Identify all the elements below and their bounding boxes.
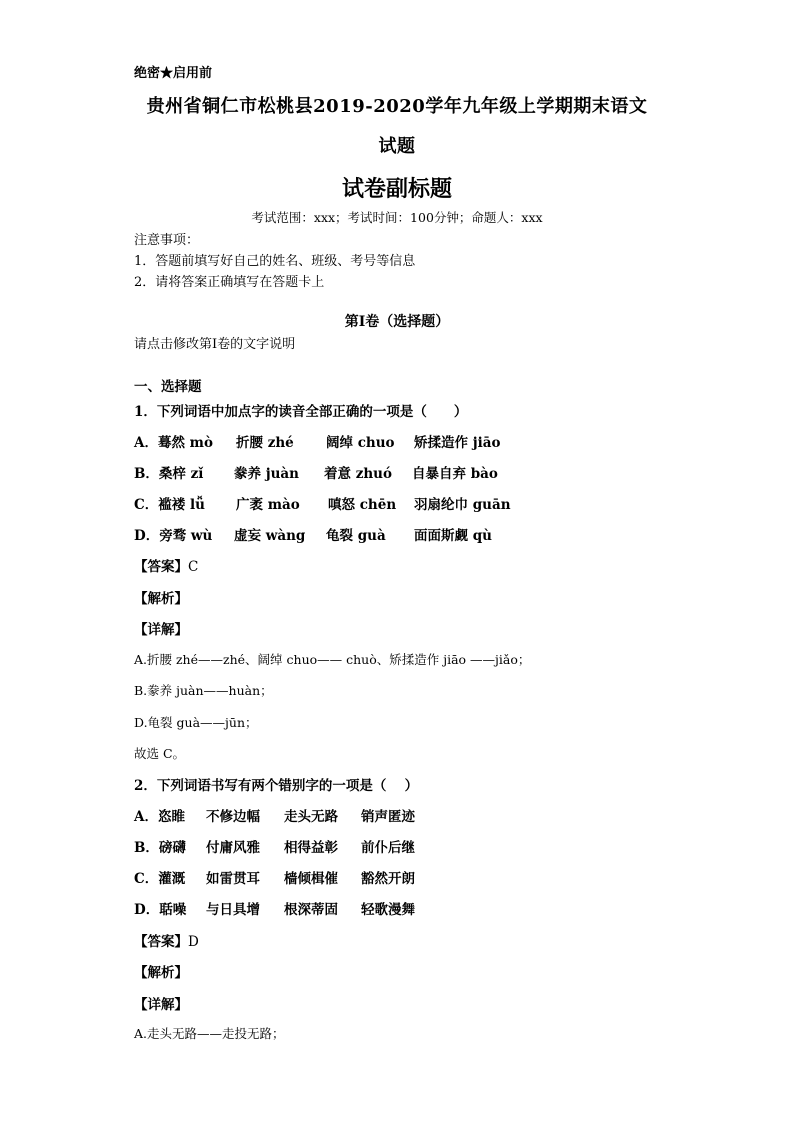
option-cell: 折腰 zhé bbox=[236, 435, 294, 451]
explanation-line: A.折腰 zhé——zhé、阔绰 chuo—— chuò、矫揉造作 jiāo ——jiǎo； bbox=[134, 652, 531, 667]
part-note: 请点击修改第I卷的文字说明 bbox=[134, 337, 296, 352]
answer-line bbox=[134, 930, 199, 950]
option-cell: 走头无路 bbox=[284, 809, 338, 825]
option-cell: 与日具增 bbox=[206, 902, 260, 918]
option-cell: 根深蒂固 bbox=[284, 902, 338, 918]
option-cell: 广袤 mào bbox=[236, 497, 300, 513]
answer-label: 【答案】 bbox=[134, 559, 188, 575]
answer-value: C bbox=[188, 559, 199, 575]
option-cell: 嗔怒 chēn bbox=[328, 497, 397, 513]
option-cell: 阔绰 chuo bbox=[326, 435, 395, 451]
option-cell: 龟裂 guà bbox=[326, 528, 386, 544]
explanation-line: B.豢养 juàn——huàn； bbox=[134, 683, 273, 698]
option-cell: 不修边幅 bbox=[206, 809, 260, 825]
answer-label: 【答案】 bbox=[134, 934, 188, 950]
option-cell: 羽扇纶巾 guān bbox=[414, 497, 511, 513]
option-cell: 面面斯觑 qù bbox=[414, 528, 492, 544]
analysis-label: 【解析】 bbox=[134, 965, 188, 981]
option-cell: 豁然开朗 bbox=[361, 871, 415, 887]
option-cell: 矫揉造作 jiāo bbox=[414, 435, 501, 451]
option-cell: C．褴褛 lǚ bbox=[134, 497, 205, 513]
option-cell: 轻歌漫舞 bbox=[361, 902, 415, 918]
notes-item: 1．答题前填写好自己的姓名、班级、考号等信息 bbox=[134, 254, 416, 269]
option-cell: 虚妄 wàng bbox=[234, 528, 306, 544]
analysis-label: 【解析】 bbox=[134, 591, 188, 607]
document-title-continued: 试题 bbox=[378, 136, 416, 157]
option-cell: D．聒噪 bbox=[134, 902, 187, 918]
exam-info: 考试范围：xxx；考试时间：100分钟；命题人：xxx bbox=[251, 210, 543, 225]
option-cell: 付庸风雅 bbox=[206, 840, 260, 856]
explanation-line: A.走头无路——走投无路； bbox=[134, 1026, 285, 1041]
part-title: 第I卷（选择题） bbox=[344, 314, 450, 330]
detail-label: 【详解】 bbox=[134, 622, 188, 638]
confidential-mark: 绝密★启用前 bbox=[134, 66, 213, 81]
option-cell: 豢养 juàn bbox=[234, 466, 299, 482]
option-cell: 如雷贯耳 bbox=[206, 871, 260, 887]
option-cell: D．旁骛 wù bbox=[134, 528, 213, 544]
question-1-stem: 1．下列词语中加点字的读音全部正确的一项是（ ） bbox=[134, 404, 468, 420]
option-cell: 相得益彰 bbox=[284, 840, 338, 856]
option-cell: A．恣睢 bbox=[134, 809, 185, 825]
explanation-line: 故选 C。 bbox=[134, 746, 186, 761]
answer-line bbox=[134, 555, 198, 575]
option-cell: 前仆后继 bbox=[361, 840, 415, 856]
option-cell: 樯倾楫催 bbox=[284, 871, 338, 887]
option-cell: A．蓦然 mò bbox=[134, 435, 213, 451]
question-2-stem: 2．下列词语书写有两个错别字的一项是（ ） bbox=[134, 778, 419, 794]
section-heading: 一、选择题 bbox=[134, 379, 202, 395]
notes-heading: 注意事项： bbox=[134, 233, 200, 248]
option-cell: 销声匿迹 bbox=[361, 809, 415, 825]
option-cell: C．灌溉 bbox=[134, 871, 186, 887]
option-cell: B．桑梓 zǐ bbox=[134, 466, 204, 482]
detail-label: 【详解】 bbox=[134, 997, 188, 1013]
notes-item: 2．请将答案正确填写在答题卡上 bbox=[134, 275, 325, 290]
option-cell: B．磅礴 bbox=[134, 840, 186, 856]
document-subtitle: 试卷副标题 bbox=[341, 176, 452, 202]
option-cell: 着意 zhuó bbox=[324, 466, 393, 482]
explanation-line: D.龟裂 guà——jūn； bbox=[134, 715, 258, 730]
answer-value: D bbox=[188, 934, 199, 950]
document-title: 贵州省铜仁市松桃县2019-2020学年九年级上学期期末语文 bbox=[146, 96, 648, 117]
option-cell: 自暴自弃 bào bbox=[412, 466, 498, 482]
